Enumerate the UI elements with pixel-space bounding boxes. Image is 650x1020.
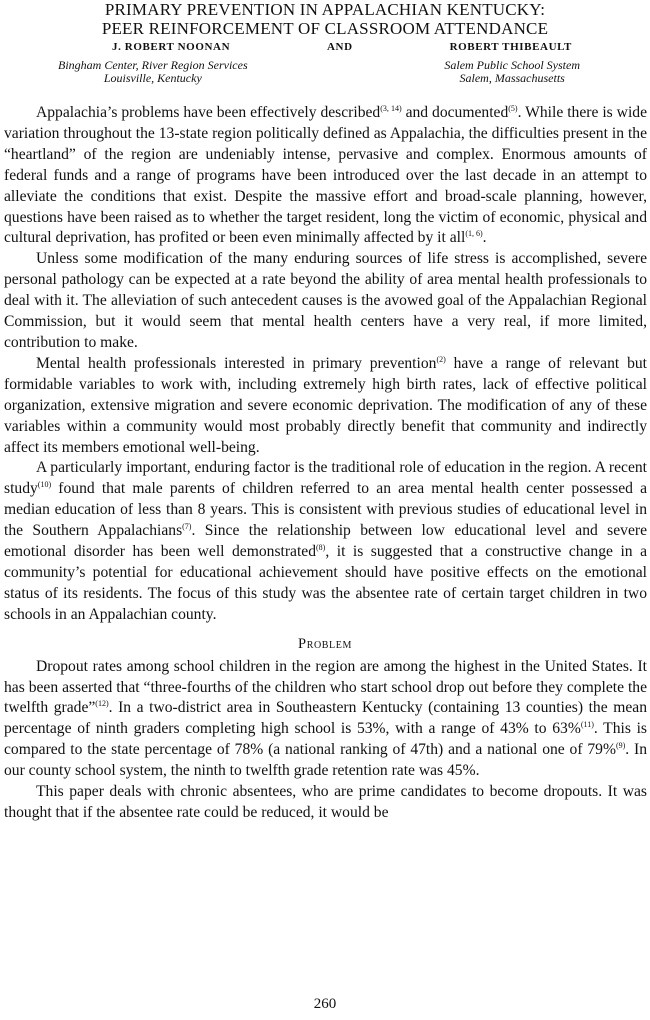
section-heading-problem: Problem [298,635,352,652]
citation-ref: (7) [182,522,192,532]
citation-ref: (11) [580,720,594,730]
citation-ref: (1, 6) [465,229,483,239]
affiliation-1-line-2: Louisville, Kentucky [103,71,202,85]
paragraph-5 [0,657,650,782]
citation-ref: (2) [436,354,446,364]
affiliations [58,59,580,85]
citation-ref: (8) [316,543,326,553]
citation-ref: (9) [615,741,626,751]
p3-text-b: have a range of relevant but formidable variables to work with, including extremely high birth rates, lack of effective political organization, extensive migration and severe economic deprivation. The modification of any of these variables within a community would most probably directly benefit that community and indirectly affect its members emotional well-being. [4,354,647,456]
paragraph-4 [0,458,650,625]
citation-ref: (3, 14) [380,104,402,113]
paragraph-3 [0,354,650,459]
paragraph-6: This paper deals with chronic absentees, who are prime candidates to become dropouts. It was thought that if the absentee rate could be reduced, it would be [4,783,647,821]
author-2: ROBERT THIBEAULT [449,41,572,53]
p4-text-a: A particularly important, enduring factor is the traditional role of education in the region. A recent study [4,459,647,498]
p4-text-d: , it is suggested that a constructive change in a community’s potential for educational achievement should have positive effects on the emotional status of its residents. The focus of this study was the absentee rate of certain target children in two schools in an Appalachian county. [4,543,647,623]
p1-text-b: and documented [401,104,509,121]
paragraph-2: Unless some modification of the many enduring sources of life stress is accomplished, severe personal pathology can be expected at a rate beyond the ability of area mental health professionals to deal with it. The alleviation of such antecedent causes is the avowed goal of the Appalachian Regional Commission, but it would seem that mental health centers have a very real, if more limited, contribution to make. [4,250,647,351]
p5-text-d: . In our county school system, the ninth to twelfth grade retention rate was 45%. [4,741,647,780]
author-line [112,41,572,53]
affiliation-1-line-1: Bingham Center, River Region Services [58,58,248,72]
paragraph-1 [0,103,650,249]
p5-text-b: . In a two-district area in Southeastern Kentucky (containing 13 counties) the mean percentage of ninth graders completing high school is 53%, with a range of 43% to 63% [4,699,647,738]
page-number: 260 [313,996,337,1012]
citation-ref: (5) [508,104,518,113]
author-1: J. ROBERT NOONAN [112,41,231,53]
citation-ref: (12) [95,699,109,709]
p4-text-c: . Since the relationship between low educational level and severe emotional disorder has been well demonstrated [4,522,647,561]
affiliation-2 [444,59,580,85]
affiliation-1 [58,59,248,85]
affiliation-2-line-1: Salem Public School System [444,58,580,72]
affiliation-2-line-2: Salem, Massachusetts [459,71,565,85]
p1-text-a: Appalachia’s problems have been effectively described [36,104,381,121]
citation-ref: (10) [37,480,52,490]
p1-text-c: . While there is wide variation throughout the 13-state region politically defined as Appalachia, the difficulties present in the “heartland” of the region are undeniably intense, pervasive and complex. Enormous amounts of federal funds and a range of programs have been introduced over the last decade in an attempt to alleviate the conditions that exist. Despite the massive effort and broad-scale planning, however, questions have been raised as to whether the target resident, long the victim of economic, physical and cultural deprivation, has profited or been even minimally affected by it all [4,104,647,247]
author-conjunction: AND [327,41,353,53]
p3-text-a: Mental health professionals interested in primary prevention [36,354,437,372]
title-line-1: PRIMARY PREVENTION IN APPALACHIAN KENTUCKY: [104,0,546,19]
title-line-2: PEER REINFORCEMENT OF CLASSROOM ATTENDANCE [101,19,549,38]
p4-text-b: found that male parents of children referred to an area mental health center possessed a median education of less than 8 years. This is consistent with previous studies of educational level in the Southern Appalachians [4,480,647,540]
p1-text-d: . [482,229,487,247]
article-body [0,103,650,824]
p5-text-c: . This is compared to the state percentage of 78% (a national ranking of 47th) and a national one of 79% [4,720,647,759]
article-title [0,0,650,38]
p5-text-a: Dropout rates among school children in the region are among the highest in the United States. It has been asserted that “three-fourths of the children who start school drop out before they complete the twelfth grade” [4,657,647,717]
